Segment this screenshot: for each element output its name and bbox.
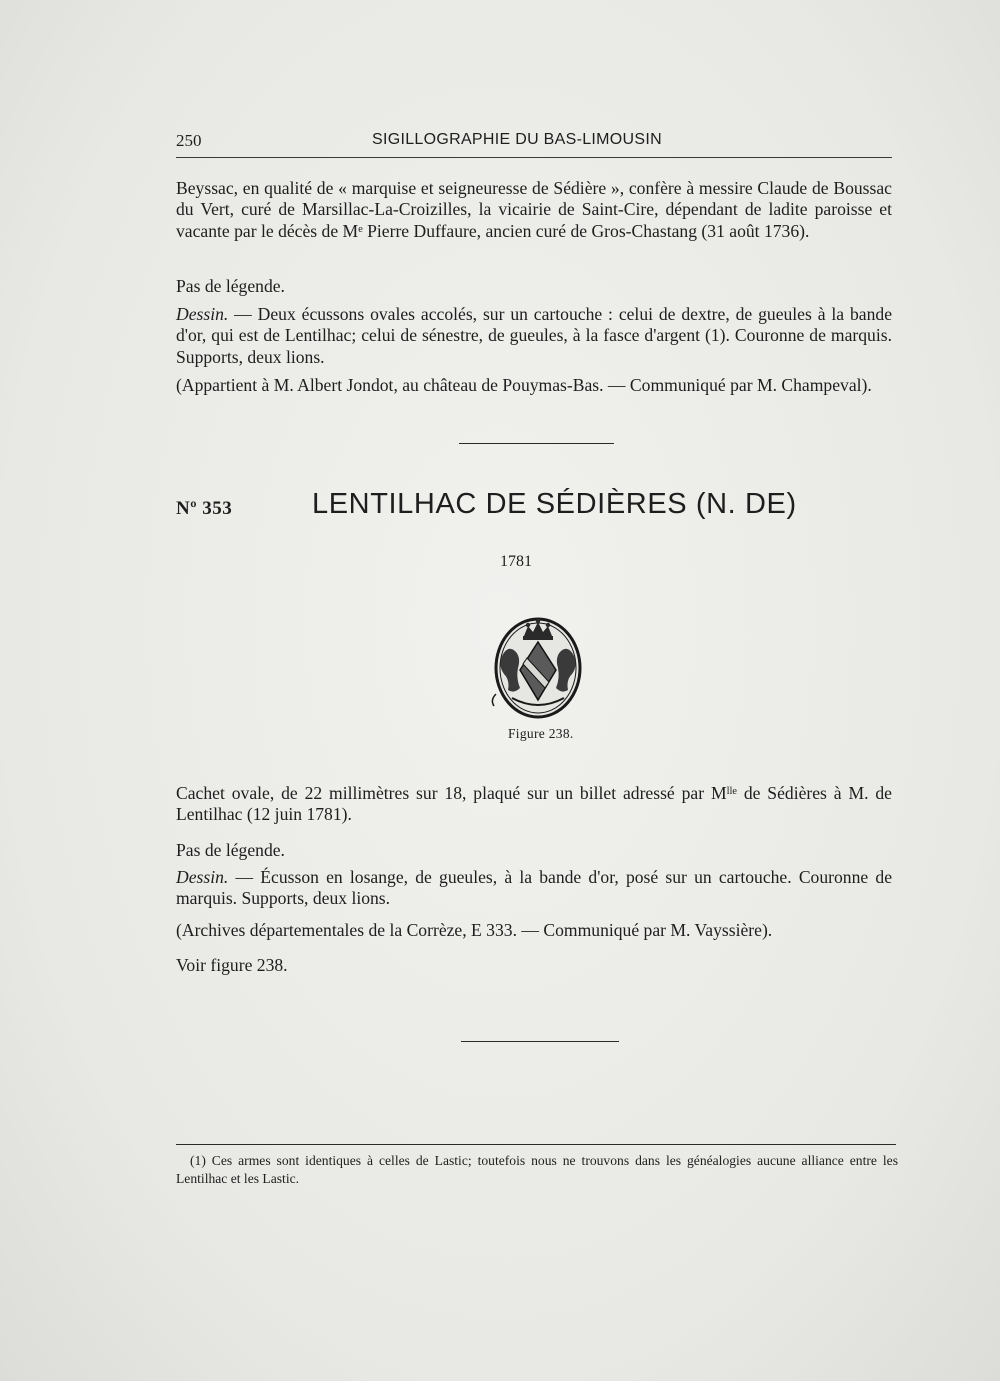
section-separator xyxy=(459,443,614,444)
entry-year: 1781 xyxy=(500,553,532,570)
entry-heading xyxy=(176,488,892,528)
entry-see-figure: Voir figure 238. xyxy=(176,955,288,975)
entry-title: LENTILHAC DE SÉDIÈRES (N. DE) xyxy=(312,488,797,520)
drawing-text: — Deux écussons ovales accolés, sur un cartouche : celui de dextre, de gueules à la bande d'or, qui est de Lentilhac; celui de sénestre, de gueules, à la fasce d'argent (1). Couronne de marquis. Supports, deux lions. xyxy=(176,304,892,367)
previous-entry-provenance: (Appartient à M. Albert Jondot, au château de Pouymas-Bas. — Communiqué par M. Champeval). xyxy=(176,375,872,395)
entry-drawing xyxy=(176,867,892,910)
figure-caption: Figure 238. xyxy=(508,726,574,741)
footnote: (1) Ces armes sont identiques à celles de Lastic; toutefois nous ne trouvons dans les généalogies aucune alliance entre les Lentilhac et les Lastic. xyxy=(176,1153,898,1186)
footnote-rule xyxy=(176,1144,896,1145)
entry-number: Nº 353 xyxy=(176,498,233,519)
previous-entry-legend: Pas de légende. xyxy=(176,276,285,296)
seal-icon xyxy=(488,612,588,722)
page-number: 250 xyxy=(176,131,202,150)
seal-figure xyxy=(488,612,588,722)
running-title: SIGILLOGRAPHIE DU BAS-LIMOUSIN xyxy=(372,131,662,148)
entry-provenance: (Archives départementales de la Corrèze, E 333. — Communiqué par M. Vayssière). xyxy=(176,920,773,940)
entry-legend: Pas de légende. xyxy=(176,840,285,860)
drawing-label: Dessin. xyxy=(176,867,229,887)
previous-entry-paragraph: Beyssac, en qualité de « marquise et seigneuresse de Sédière », confère à messire Claude de Boussac du Vert, curé de Marsillac-La-Croizilles, la vicairie de Saint-Cire, dépendant de ladite paroisse et vacante par le décès de Mᵉ Pierre Duffaure, ancien curé de Gros-Chastang (31 août 1736). xyxy=(176,178,892,241)
entry-description: Cachet ovale, de 22 millimètres sur 18, plaqué sur un billet adressé par Mˡˡᵉ de Sédières à M. de Lentilhac (12 juin 1781). xyxy=(176,783,892,825)
header-rule xyxy=(176,157,892,158)
drawing-text: — Écusson en losange, de gueules, à la bande d'or, posé sur un cartouche. Couronne de marquis. Supports, deux lions. xyxy=(176,867,892,909)
previous-entry-drawing xyxy=(176,304,892,368)
drawing-label: Dessin. xyxy=(176,304,229,324)
running-head xyxy=(176,131,892,153)
end-separator xyxy=(461,1041,619,1042)
